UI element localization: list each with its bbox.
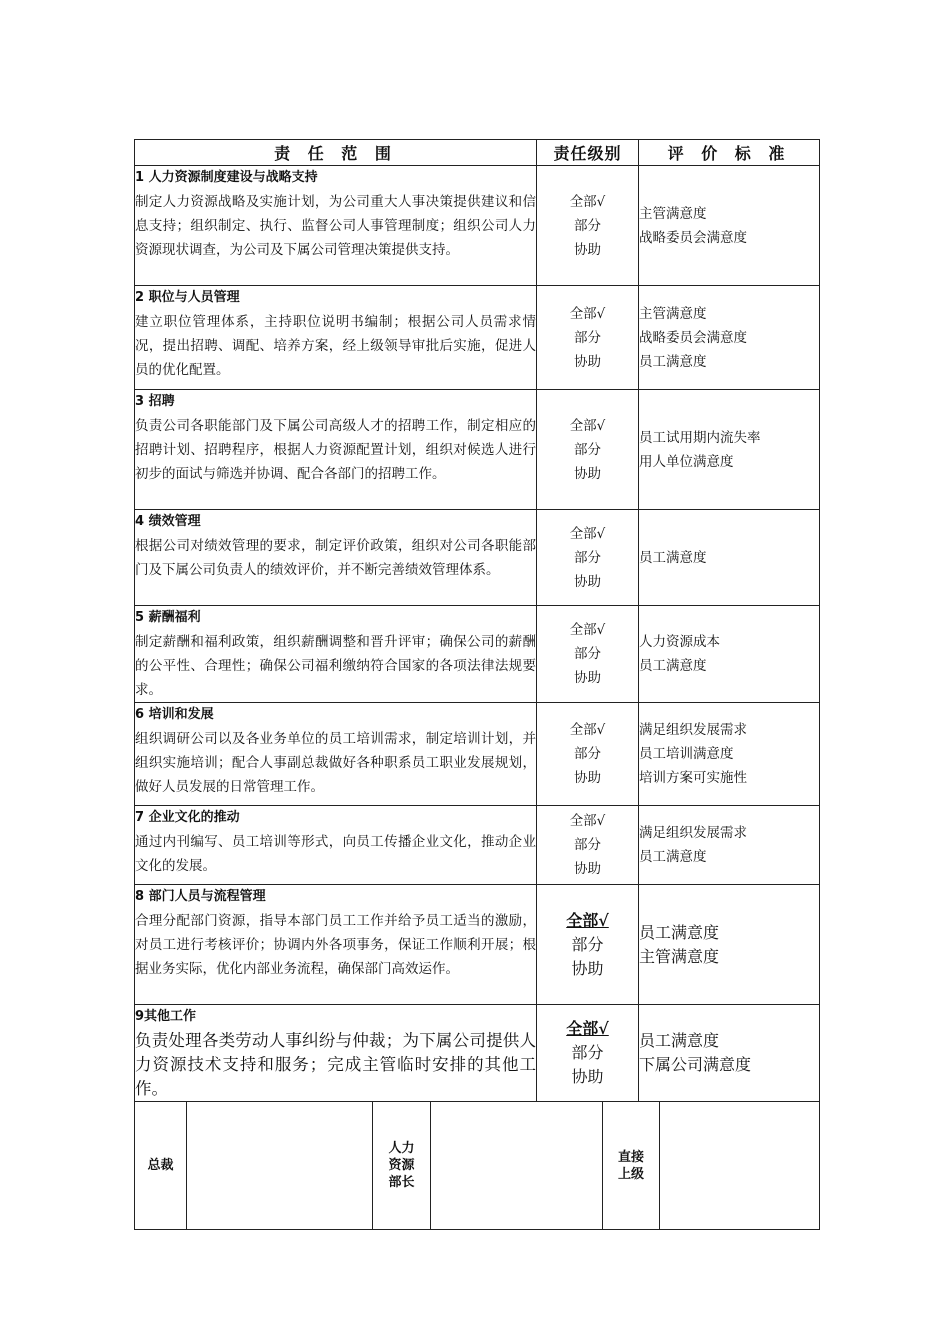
- criteria-item: 员工满意度: [639, 353, 707, 370]
- level-option-partial: 部分: [574, 441, 601, 458]
- responsibility-sheet: [134, 139, 819, 1230]
- level-cell: [537, 1005, 639, 1102]
- level-option-assist: 协助: [574, 465, 601, 482]
- level-option-full: 全部√: [569, 193, 606, 210]
- criteria-item: 员工满意度: [639, 849, 707, 865]
- scope-cell: [135, 286, 537, 390]
- scope-cell: [135, 1005, 537, 1102]
- level-cell: [537, 806, 639, 885]
- criteria-cell: [639, 1005, 820, 1102]
- scope-cell: [135, 510, 537, 606]
- president-signature-field[interactable]: [187, 1102, 373, 1230]
- president-label: 总裁: [135, 1102, 187, 1230]
- supervisor-label: [603, 1102, 660, 1230]
- level-cell: [537, 885, 639, 1005]
- criteria-item: 员工满意度: [639, 549, 707, 566]
- scope-title: 5 薪酬福利: [135, 610, 201, 625]
- criteria-cell: [639, 286, 820, 390]
- scope-description: 通过内刊编写、员工培训等形式，向员工传播企业文化，推动企业文化的发展。: [135, 834, 536, 874]
- criteria-item: 下属公司满意度: [639, 1055, 752, 1074]
- table-row: [135, 286, 820, 390]
- hr-head-signature-field[interactable]: [431, 1102, 603, 1230]
- table-header-row: [135, 140, 820, 166]
- scope-title: 2 职位与人员管理: [135, 290, 240, 305]
- criteria-cell: [639, 606, 820, 703]
- criteria-item: 人力资源成本: [639, 634, 720, 650]
- level-option-assist: 协助: [574, 670, 601, 686]
- level-option-partial: 部分: [574, 217, 601, 234]
- table-row: [135, 606, 820, 703]
- table-row: [135, 166, 820, 286]
- scope-title: 6 培训和发展: [135, 707, 214, 722]
- level-option-full: 全部√: [566, 1019, 609, 1038]
- level-cell: [537, 510, 639, 606]
- scope-title: 8 部门人员与流程管理: [135, 889, 266, 904]
- hr-head-label: [373, 1102, 431, 1230]
- supervisor-signature-field[interactable]: [660, 1102, 820, 1230]
- table-row: [135, 885, 820, 1005]
- level-cell: [537, 286, 639, 390]
- supervisor-label-text: 直接上级: [617, 1149, 644, 1182]
- level-option-full: 全部√: [569, 525, 606, 542]
- header-scope: 责 任 范 围: [135, 140, 537, 166]
- hr-head-label-text: 人力资源部长: [388, 1141, 415, 1190]
- criteria-item: 主管满意度: [639, 205, 707, 222]
- level-option-partial: 部分: [574, 746, 601, 762]
- scope-cell: [135, 885, 537, 1005]
- scope-description: 组织调研公司以及各业务单位的员工培训需求，制定培训计划，并组织实施培训；配合人事副总裁做好各种职系员工职业发展规划，做好人员发展的日常管理工作。: [135, 731, 536, 795]
- criteria-item: 员工满意度: [639, 922, 720, 942]
- level-option-assist: 协助: [574, 861, 601, 877]
- scope-cell: [135, 806, 537, 885]
- level-cell: [537, 166, 639, 286]
- level-cell: [537, 703, 639, 806]
- criteria-cell: [639, 166, 820, 286]
- header-criteria: 评 价 标 准: [639, 140, 820, 166]
- scope-description: 根据公司对绩效管理的要求，制定评价政策，组织对公司各职能部门及下属公司负责人的绩效评价，并不断完善绩效管理体系。: [135, 538, 536, 578]
- criteria-item: 满足组织发展需求: [639, 722, 747, 738]
- criteria-item: 员工满意度: [639, 1031, 720, 1050]
- scope-title: 4 绩效管理: [135, 514, 201, 529]
- level-option-assist: 协助: [571, 958, 604, 978]
- level-option-partial: 部分: [574, 646, 601, 662]
- scope-title: 1 人力资源制度建设与战略支持: [135, 170, 318, 185]
- signature-table: [134, 1102, 820, 1230]
- scope-cell: [135, 606, 537, 703]
- criteria-item: 用人单位满意度: [639, 453, 734, 470]
- criteria-item: 战略委员会满意度: [639, 229, 747, 246]
- level-option-partial: 部分: [574, 329, 601, 346]
- criteria-item: 员工满意度: [639, 658, 707, 674]
- scope-title: 7 企业文化的推动: [135, 810, 240, 825]
- level-option-assist: 协助: [571, 1067, 604, 1086]
- scope-cell: [135, 703, 537, 806]
- criteria-cell: [639, 885, 820, 1005]
- level-cell: [537, 390, 639, 510]
- scope-title: 9其他工作: [135, 1009, 197, 1024]
- criteria-cell: [639, 510, 820, 606]
- responsibility-table: [134, 139, 820, 1102]
- level-option-full: 全部√: [569, 813, 606, 829]
- criteria-item: 主管满意度: [639, 946, 720, 966]
- scope-title: 3 招聘: [135, 394, 175, 409]
- criteria-item: 员工培训满意度: [639, 746, 734, 762]
- scope-description: 建立职位管理体系，主持职位说明书编制；根据公司人员需求情况，提出招聘、调配、培养方案，经上级领导审批后实施，促进人员的优化配置。: [135, 314, 536, 378]
- criteria-cell: [639, 703, 820, 806]
- header-level: 责任级别: [537, 140, 639, 166]
- level-option-assist: 协助: [574, 573, 601, 590]
- level-option-full: 全部√: [569, 417, 606, 434]
- criteria-item: 员工试用期内流失率: [639, 429, 761, 446]
- level-option-partial: 部分: [571, 1043, 604, 1062]
- table-row: [135, 390, 820, 510]
- scope-cell: [135, 166, 537, 286]
- signature-row: [135, 1102, 820, 1230]
- level-option-partial: 部分: [574, 837, 601, 853]
- table-row: [135, 703, 820, 806]
- scope-cell: [135, 390, 537, 510]
- criteria-item: 战略委员会满意度: [639, 329, 747, 346]
- level-option-full: 全部√: [569, 622, 606, 638]
- scope-description: 制定薪酬和福利政策，组织薪酬调整和晋升评审；确保公司的薪酬的公平性、合理性；确保公司福利缴纳符合国家的各项法律法规要求。: [135, 634, 536, 698]
- criteria-item: 主管满意度: [639, 305, 707, 322]
- scope-description: 制定人力资源战略及实施计划，为公司重大人事决策提供建议和信息支持；组织制定、执行、监督公司人事管理制度；组织公司人力资源现状调查，为公司及下属公司管理决策提供支持。: [135, 194, 536, 258]
- table-row: [135, 1005, 820, 1102]
- level-option-assist: 协助: [574, 241, 601, 258]
- scope-description: 合理分配部门资源，指导本部门员工工作并给予员工适当的激励，对员工进行考核评价；协调内外各项事务，保证工作顺利开展；根据业务实际，优化内部业务流程，确保部门高效运作。: [135, 913, 536, 977]
- criteria-item: 满足组织发展需求: [639, 825, 747, 841]
- scope-description: 负责处理各类劳动人事纠纷与仲裁；为下属公司提供人力资源技术支持和服务；完成主管临时安排的其他工作。: [135, 1031, 536, 1098]
- level-option-assist: 协助: [574, 770, 601, 786]
- level-option-full: 全部√: [569, 305, 606, 322]
- level-option-partial: 部分: [574, 549, 601, 566]
- criteria-item: 培训方案可实施性: [639, 770, 747, 786]
- table-row: [135, 510, 820, 606]
- level-cell: [537, 606, 639, 703]
- level-option-full: 全部√: [566, 910, 609, 930]
- scope-description: 负责公司各职能部门及下属公司高级人才的招聘工作，制定相应的招聘计划、招聘程序，根据人力资源配置计划，组织对候选人进行初步的面试与筛选并协调、配合各部门的招聘工作。: [135, 418, 536, 482]
- table-row: [135, 806, 820, 885]
- criteria-cell: [639, 806, 820, 885]
- level-option-full: 全部√: [569, 722, 606, 738]
- level-option-partial: 部分: [571, 934, 604, 954]
- level-option-assist: 协助: [574, 353, 601, 370]
- criteria-cell: [639, 390, 820, 510]
